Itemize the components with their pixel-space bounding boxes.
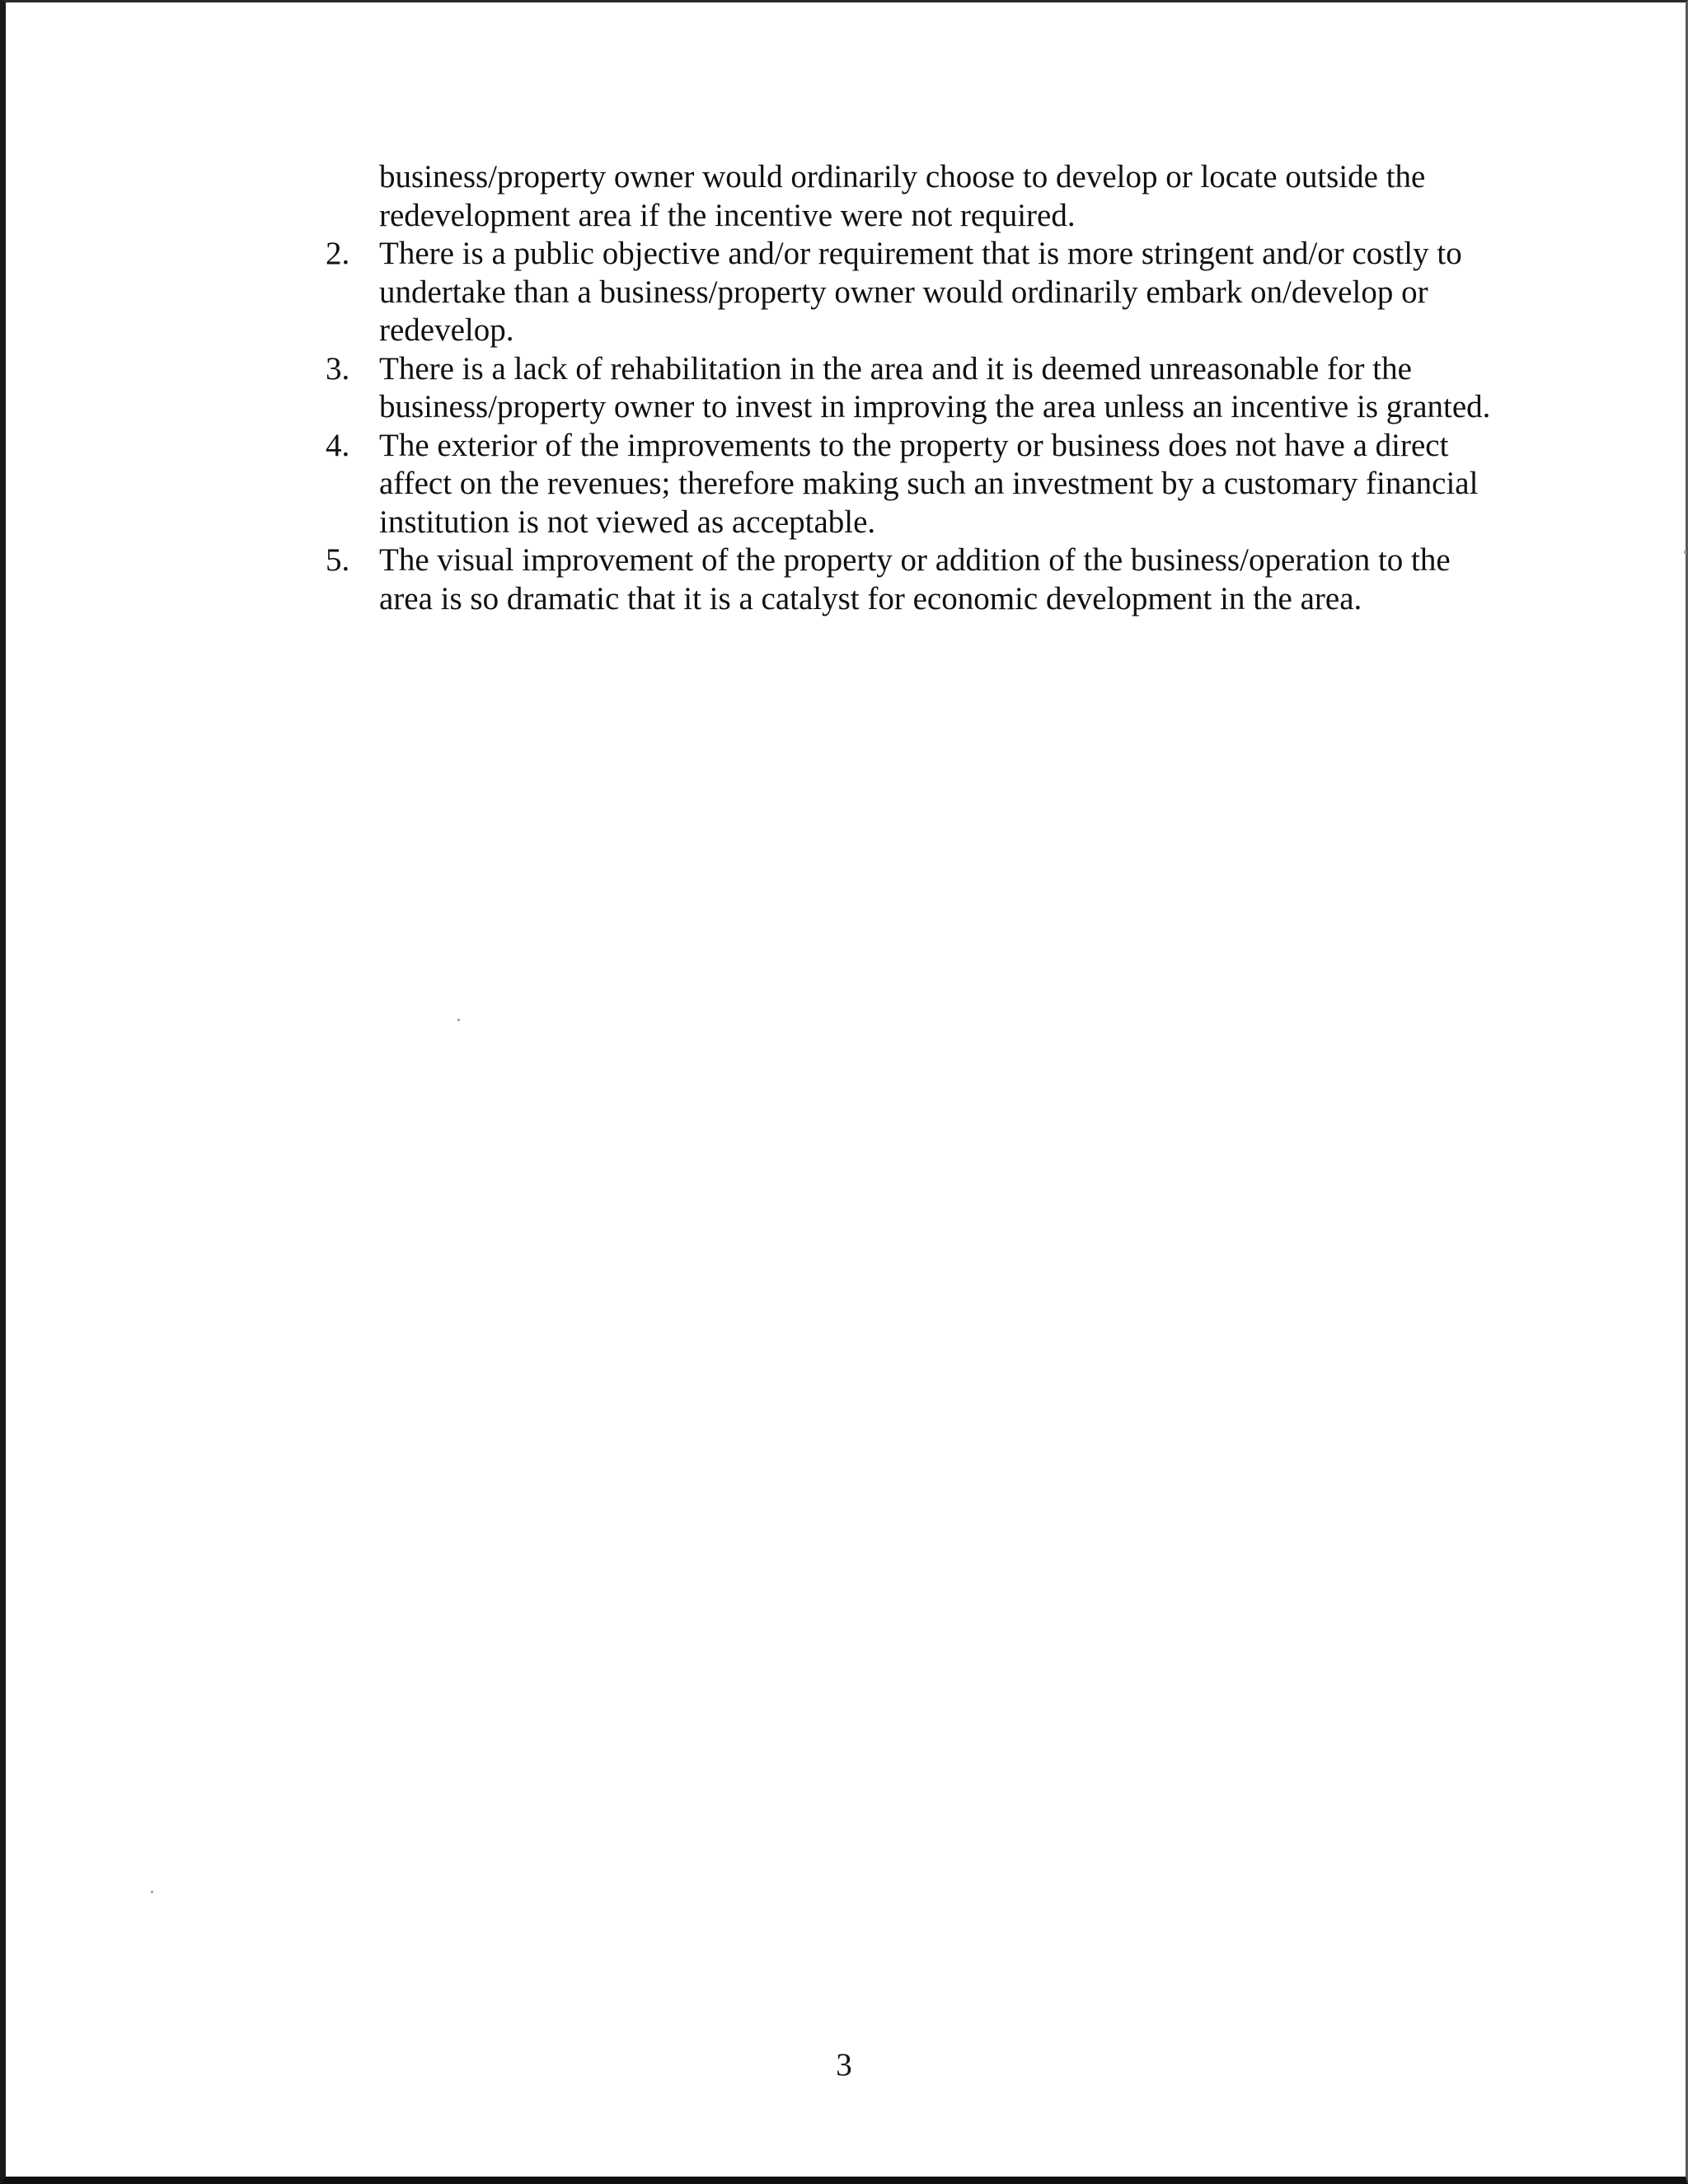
page-number: 3 bbox=[836, 2047, 852, 2083]
document-body bbox=[326, 158, 1504, 618]
list-item-text: The exterior of the improvements to the property or business does not have a direct affect on the revenues; therefore making such an investment by a customary financial institution is not viewed as acceptable. bbox=[379, 427, 1479, 540]
list-item-number: 4. bbox=[326, 427, 350, 463]
list-item-text: The visual improvement of the property or addition of the business/operation to the area is so dramatic that it is a catalyst for economic development in the area. bbox=[379, 542, 1451, 616]
scan-speck bbox=[151, 1891, 153, 1893]
scan-speck bbox=[457, 1019, 460, 1021]
scan-speck bbox=[1684, 551, 1686, 554]
list-item-number: 3. bbox=[326, 350, 350, 387]
continuation-paragraph: business/property owner would ordinarily choose to develop or locate outside the redevelopment area if the incentive were not required. bbox=[379, 159, 1426, 233]
list-item-3 bbox=[326, 350, 1504, 427]
list-item-text: There is a lack of rehabilitation in the area and it is deemed unreasonable for the business/property owner to invest in improving the area unless an incentive is granted. bbox=[379, 350, 1491, 424]
list-item-2 bbox=[326, 235, 1504, 350]
list-item-text: There is a public objective and/or requirement that is more stringent and/or costly to undertake than a business/property owner would ordinarily embark on/develop or redevelop. bbox=[379, 236, 1462, 348]
list-item-5 bbox=[326, 541, 1504, 618]
list-item-number: 5. bbox=[326, 542, 350, 578]
list-item-4 bbox=[326, 427, 1504, 542]
list-item-number: 2. bbox=[326, 236, 350, 271]
